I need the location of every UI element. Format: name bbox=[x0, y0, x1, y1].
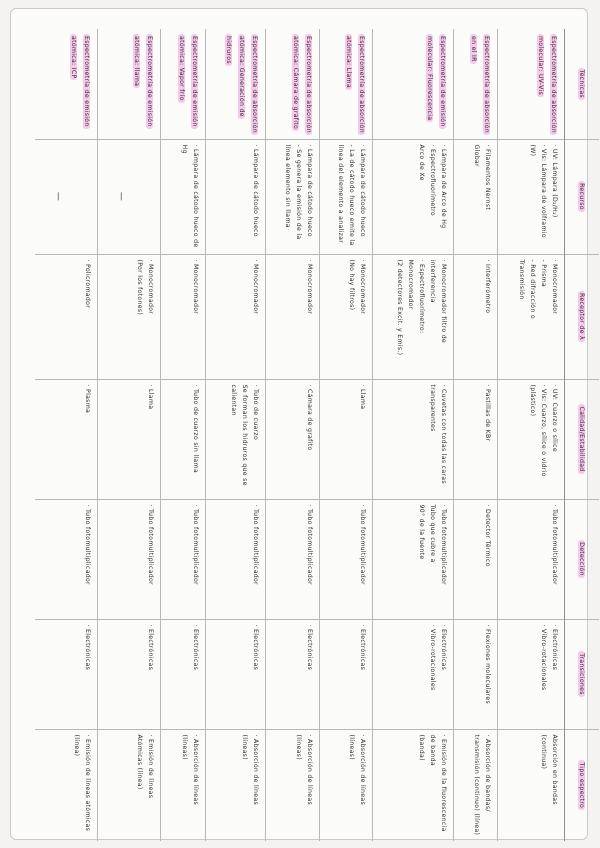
cell-text: · Tubo de cuarzo bbox=[252, 384, 260, 441]
cell-text: (continua) bbox=[540, 734, 547, 770]
cell-text: · Tubo fotomultiplicador bbox=[191, 504, 199, 585]
cell-text: · Tubo fotomultiplicador bbox=[358, 504, 366, 585]
technique-name-cell bbox=[372, 29, 453, 139]
table-cell bbox=[205, 499, 266, 619]
table-cell bbox=[266, 619, 319, 729]
technique-name: Espectrometría de absorción atómica: Generación de hidruros bbox=[225, 36, 259, 133]
column-header-label: Técnicas bbox=[578, 69, 586, 98]
technique-name: Espectrometría de emisión atómica: Vapor frío bbox=[177, 36, 198, 127]
column-header bbox=[565, 729, 600, 841]
cell-text: · Monocromador bbox=[358, 259, 366, 315]
table-cell bbox=[205, 619, 266, 729]
column-header bbox=[565, 29, 600, 139]
table-cell bbox=[98, 619, 161, 729]
column-header-label: Tipo espectro bbox=[578, 762, 586, 809]
table-cell bbox=[35, 254, 98, 379]
table-cell bbox=[453, 729, 497, 841]
table-row bbox=[205, 29, 266, 841]
cell-text: Arco de Xe bbox=[417, 144, 425, 181]
cell-text: · Tubo de cuarzo sin llama bbox=[191, 384, 199, 473]
cell-text: · Absorción de líneas bbox=[305, 734, 313, 805]
table-cell bbox=[453, 619, 497, 729]
table-cell bbox=[372, 729, 453, 841]
table-cell bbox=[35, 729, 98, 841]
cell-text: (líneas) bbox=[294, 734, 302, 760]
cell-text: · Absorción de bandas/ transmisión (continuo) (línea) bbox=[472, 734, 491, 836]
table-cell bbox=[453, 379, 497, 499]
cell-text: - Se genera la emisión de la línea elemento sin llama bbox=[283, 144, 302, 240]
table-cell bbox=[497, 499, 564, 619]
cell-text: (banda) bbox=[417, 734, 425, 761]
cell-text: - Red difracción o bbox=[529, 259, 536, 319]
cell-text: · Lámpara de Arco de Hg bbox=[439, 144, 447, 229]
table-cell bbox=[266, 729, 319, 841]
table-cell bbox=[497, 254, 564, 379]
cell-text: · Tubo fotomultiplicador bbox=[305, 504, 313, 585]
technique-name-cell bbox=[205, 29, 266, 139]
table-cell bbox=[372, 379, 453, 499]
table-cell bbox=[161, 729, 205, 841]
technique-name: Espectrometría de absorción en el IR bbox=[469, 36, 490, 133]
cell-text: (Por los fotones) bbox=[136, 259, 144, 316]
table-cell bbox=[266, 379, 319, 499]
column-header-label: Receptor de λ bbox=[578, 293, 586, 340]
rotated-table-container bbox=[35, 29, 599, 841]
column-header-label: Detección bbox=[578, 542, 586, 576]
cell-text: · Llama bbox=[147, 384, 155, 410]
cell-text: · Lámpara de cátodo hueco bbox=[358, 144, 366, 237]
column-header bbox=[565, 254, 600, 379]
table-cell bbox=[372, 139, 453, 254]
column-header-label: Transiciones bbox=[578, 653, 586, 695]
table-cell bbox=[161, 254, 205, 379]
cell-text: · Electrónicas bbox=[147, 624, 155, 671]
table-cell bbox=[35, 499, 98, 619]
cell-text: Absorción en bandas bbox=[551, 734, 558, 805]
table-row bbox=[35, 29, 98, 841]
table-cell bbox=[372, 619, 453, 729]
table-cell bbox=[98, 379, 161, 499]
table-cell bbox=[372, 254, 453, 379]
cell-text: · Electrónicas bbox=[358, 624, 366, 671]
cell-text: · Absorción de líneas bbox=[358, 734, 366, 805]
technique-name: Espectrometría de emisión atómica: ICP bbox=[70, 36, 91, 127]
table-row bbox=[161, 29, 205, 841]
cell-text: Atómicas (línea) bbox=[136, 734, 144, 790]
table-cell bbox=[497, 619, 564, 729]
cell-text: · Espectrofluorímetro bbox=[428, 144, 436, 216]
cell-text: · Vis: Lámpara de volframio (W) bbox=[529, 144, 547, 238]
table-cell bbox=[161, 379, 205, 499]
column-header bbox=[565, 379, 600, 499]
cell-text: · Detector Térmico bbox=[483, 504, 491, 567]
table-cell bbox=[205, 379, 266, 499]
technique-name-cell bbox=[35, 29, 98, 139]
cell-text: · Flexiones moleculares bbox=[483, 624, 491, 705]
table-cell bbox=[497, 139, 564, 254]
table-cell bbox=[319, 379, 372, 499]
cell-text: · Vibro-rotacionales bbox=[540, 624, 547, 691]
table-cell bbox=[98, 729, 161, 841]
table-cell bbox=[319, 254, 372, 379]
cell-text: · Monocromador bbox=[252, 259, 260, 315]
table-cell bbox=[497, 379, 564, 499]
table-cell bbox=[453, 254, 497, 379]
cell-text: · Monocromador bbox=[191, 259, 199, 315]
cell-text: · Absorción de líneas bbox=[191, 734, 199, 805]
table-row bbox=[319, 29, 372, 841]
technique-name: Espectrometría de absorción molecular: UV-Vis bbox=[537, 36, 557, 133]
cell-text: · Tubo fotomultiplicador bbox=[551, 504, 558, 585]
technique-name-cell bbox=[497, 29, 564, 139]
column-header bbox=[565, 139, 600, 254]
paper-sheet bbox=[10, 8, 588, 840]
technique-name: Espectrometría de absorción atómica: Llama bbox=[344, 36, 365, 133]
cell-text: · Plasma bbox=[84, 384, 92, 414]
table-cell bbox=[35, 619, 98, 729]
table-cell bbox=[98, 254, 161, 379]
technique-name-cell bbox=[98, 29, 161, 139]
column-header-label: Recurso bbox=[578, 183, 586, 210]
cell-text: · Monocromador bbox=[147, 259, 155, 315]
table-cell bbox=[35, 139, 98, 254]
cell-text: · Emisión de la fluorescencia de banda bbox=[428, 734, 447, 832]
table-body bbox=[35, 29, 565, 841]
cell-text: — bbox=[53, 191, 64, 202]
table-cell bbox=[266, 499, 319, 619]
table-cell bbox=[35, 379, 98, 499]
cell-text: - La de cátodo hueco emite la línea del elemento a analizar bbox=[336, 144, 355, 246]
cell-text: · Electrónicas bbox=[551, 624, 558, 671]
cell-text: · UV: Lámpara (D₂/H₂) bbox=[551, 144, 558, 218]
technique-name: Espectrometría de emisión atómica: llama bbox=[133, 36, 154, 127]
cell-text: · Electrónicas bbox=[439, 624, 447, 671]
table-row bbox=[372, 29, 453, 841]
table-cell bbox=[98, 139, 161, 254]
technique-name-cell bbox=[319, 29, 372, 139]
cell-text: (líneas) bbox=[180, 734, 188, 760]
cell-text: — bbox=[116, 191, 127, 202]
cell-text: · Absorción de líneas bbox=[252, 734, 260, 805]
technique-name: Espectrometría de absorción atómica: Cámara de grafito bbox=[291, 36, 312, 133]
table-cell bbox=[98, 499, 161, 619]
cell-text: · Tubo fotomultiplicador bbox=[252, 504, 260, 585]
cell-text: · Electrónicas bbox=[252, 624, 260, 671]
cell-text: · Llama bbox=[358, 384, 366, 410]
cell-text: · Emisión de líneas atómicas (línea) bbox=[73, 734, 92, 832]
cell-text: · Tubo fotomultiplicador bbox=[439, 504, 447, 585]
table-cell bbox=[205, 254, 266, 379]
cell-text: · Monocromador bbox=[305, 259, 313, 315]
technique-name-cell bbox=[266, 29, 319, 139]
table-row bbox=[453, 29, 497, 841]
table-row bbox=[266, 29, 319, 841]
cell-text: 90° de la fuente bbox=[417, 504, 425, 560]
technique-name: Espectrometría de emisión molecular: Fluorescencia bbox=[425, 36, 446, 127]
cell-text: · Vibro-rotacionales bbox=[428, 624, 436, 691]
cell-text: · Emisión de líneas bbox=[147, 734, 155, 799]
cell-text: (líneas) bbox=[241, 734, 249, 760]
table-cell bbox=[497, 729, 564, 841]
cell-text: · Electrónicas bbox=[84, 624, 92, 671]
table-cell bbox=[453, 499, 497, 619]
cell-text: · Lámpara de cátodo hueco bbox=[252, 144, 260, 237]
cell-text: · Electrónicas bbox=[191, 624, 199, 671]
table-cell bbox=[372, 499, 453, 619]
column-header bbox=[565, 499, 600, 619]
table-cell bbox=[453, 139, 497, 254]
cell-text: (2 detectores Excit. y Emis.) bbox=[395, 259, 403, 356]
column-header bbox=[565, 619, 600, 729]
techniques-table bbox=[35, 29, 599, 841]
table-cell bbox=[161, 499, 205, 619]
table-cell bbox=[205, 139, 266, 254]
table-cell bbox=[319, 729, 372, 841]
cell-text: · Vis: Cuarzo, sílice o vidrio (plástico) bbox=[529, 384, 547, 477]
cell-text: Tubo que cubre a bbox=[428, 504, 436, 563]
cell-text: · Espectrofluorímetro: Monocromador bbox=[406, 259, 425, 334]
cell-text: · Monocromador bbox=[551, 259, 558, 315]
table-header-row bbox=[565, 29, 600, 841]
cell-text: · Tubo fotomultiplicador bbox=[147, 504, 155, 585]
table-cell bbox=[205, 729, 266, 841]
table-cell bbox=[319, 499, 372, 619]
cell-text: · Cámara de grafito bbox=[305, 384, 313, 451]
cell-text: · Filamentos Nernst bbox=[483, 144, 491, 211]
cell-text: Transmisión bbox=[518, 259, 525, 300]
table-cell bbox=[161, 619, 205, 729]
cell-text: · Lámpara de cátodo hueco de Hg bbox=[180, 144, 199, 248]
table-cell bbox=[319, 619, 372, 729]
cell-text: · Policromador bbox=[84, 259, 92, 309]
cell-text: Se forman los hidruros que se calientan bbox=[230, 384, 249, 486]
cell-text: · Pastillas de KBr bbox=[483, 384, 491, 442]
table-cell bbox=[319, 139, 372, 254]
cell-text: · UV: Cuarzo o sílice bbox=[551, 384, 558, 452]
cell-text: (líneas) bbox=[347, 734, 355, 760]
cell-text: Globar bbox=[472, 144, 480, 167]
column-header-label: Calidad/Estabilidad bbox=[578, 406, 586, 472]
table-row bbox=[98, 29, 161, 841]
cell-text: · Monocromador filtro de interferencia bbox=[428, 259, 447, 344]
cell-text: · Tubo fotomultiplicador bbox=[84, 504, 92, 585]
technique-name-cell bbox=[453, 29, 497, 139]
cell-text: · Interferómetro bbox=[483, 259, 491, 314]
table-cell bbox=[266, 254, 319, 379]
cell-text: · Cuvetas con todas las caras transparentes bbox=[428, 384, 447, 484]
cell-text: (No hay filtros) bbox=[347, 259, 355, 311]
cell-text: · Lámpara de cátodo hueco bbox=[305, 144, 313, 237]
table-row bbox=[497, 29, 564, 841]
cell-text: · Electrónicas bbox=[305, 624, 313, 671]
table-cell bbox=[161, 139, 205, 254]
table-cell bbox=[266, 139, 319, 254]
cell-text: - Prisma bbox=[540, 259, 547, 288]
technique-name-cell bbox=[161, 29, 205, 139]
